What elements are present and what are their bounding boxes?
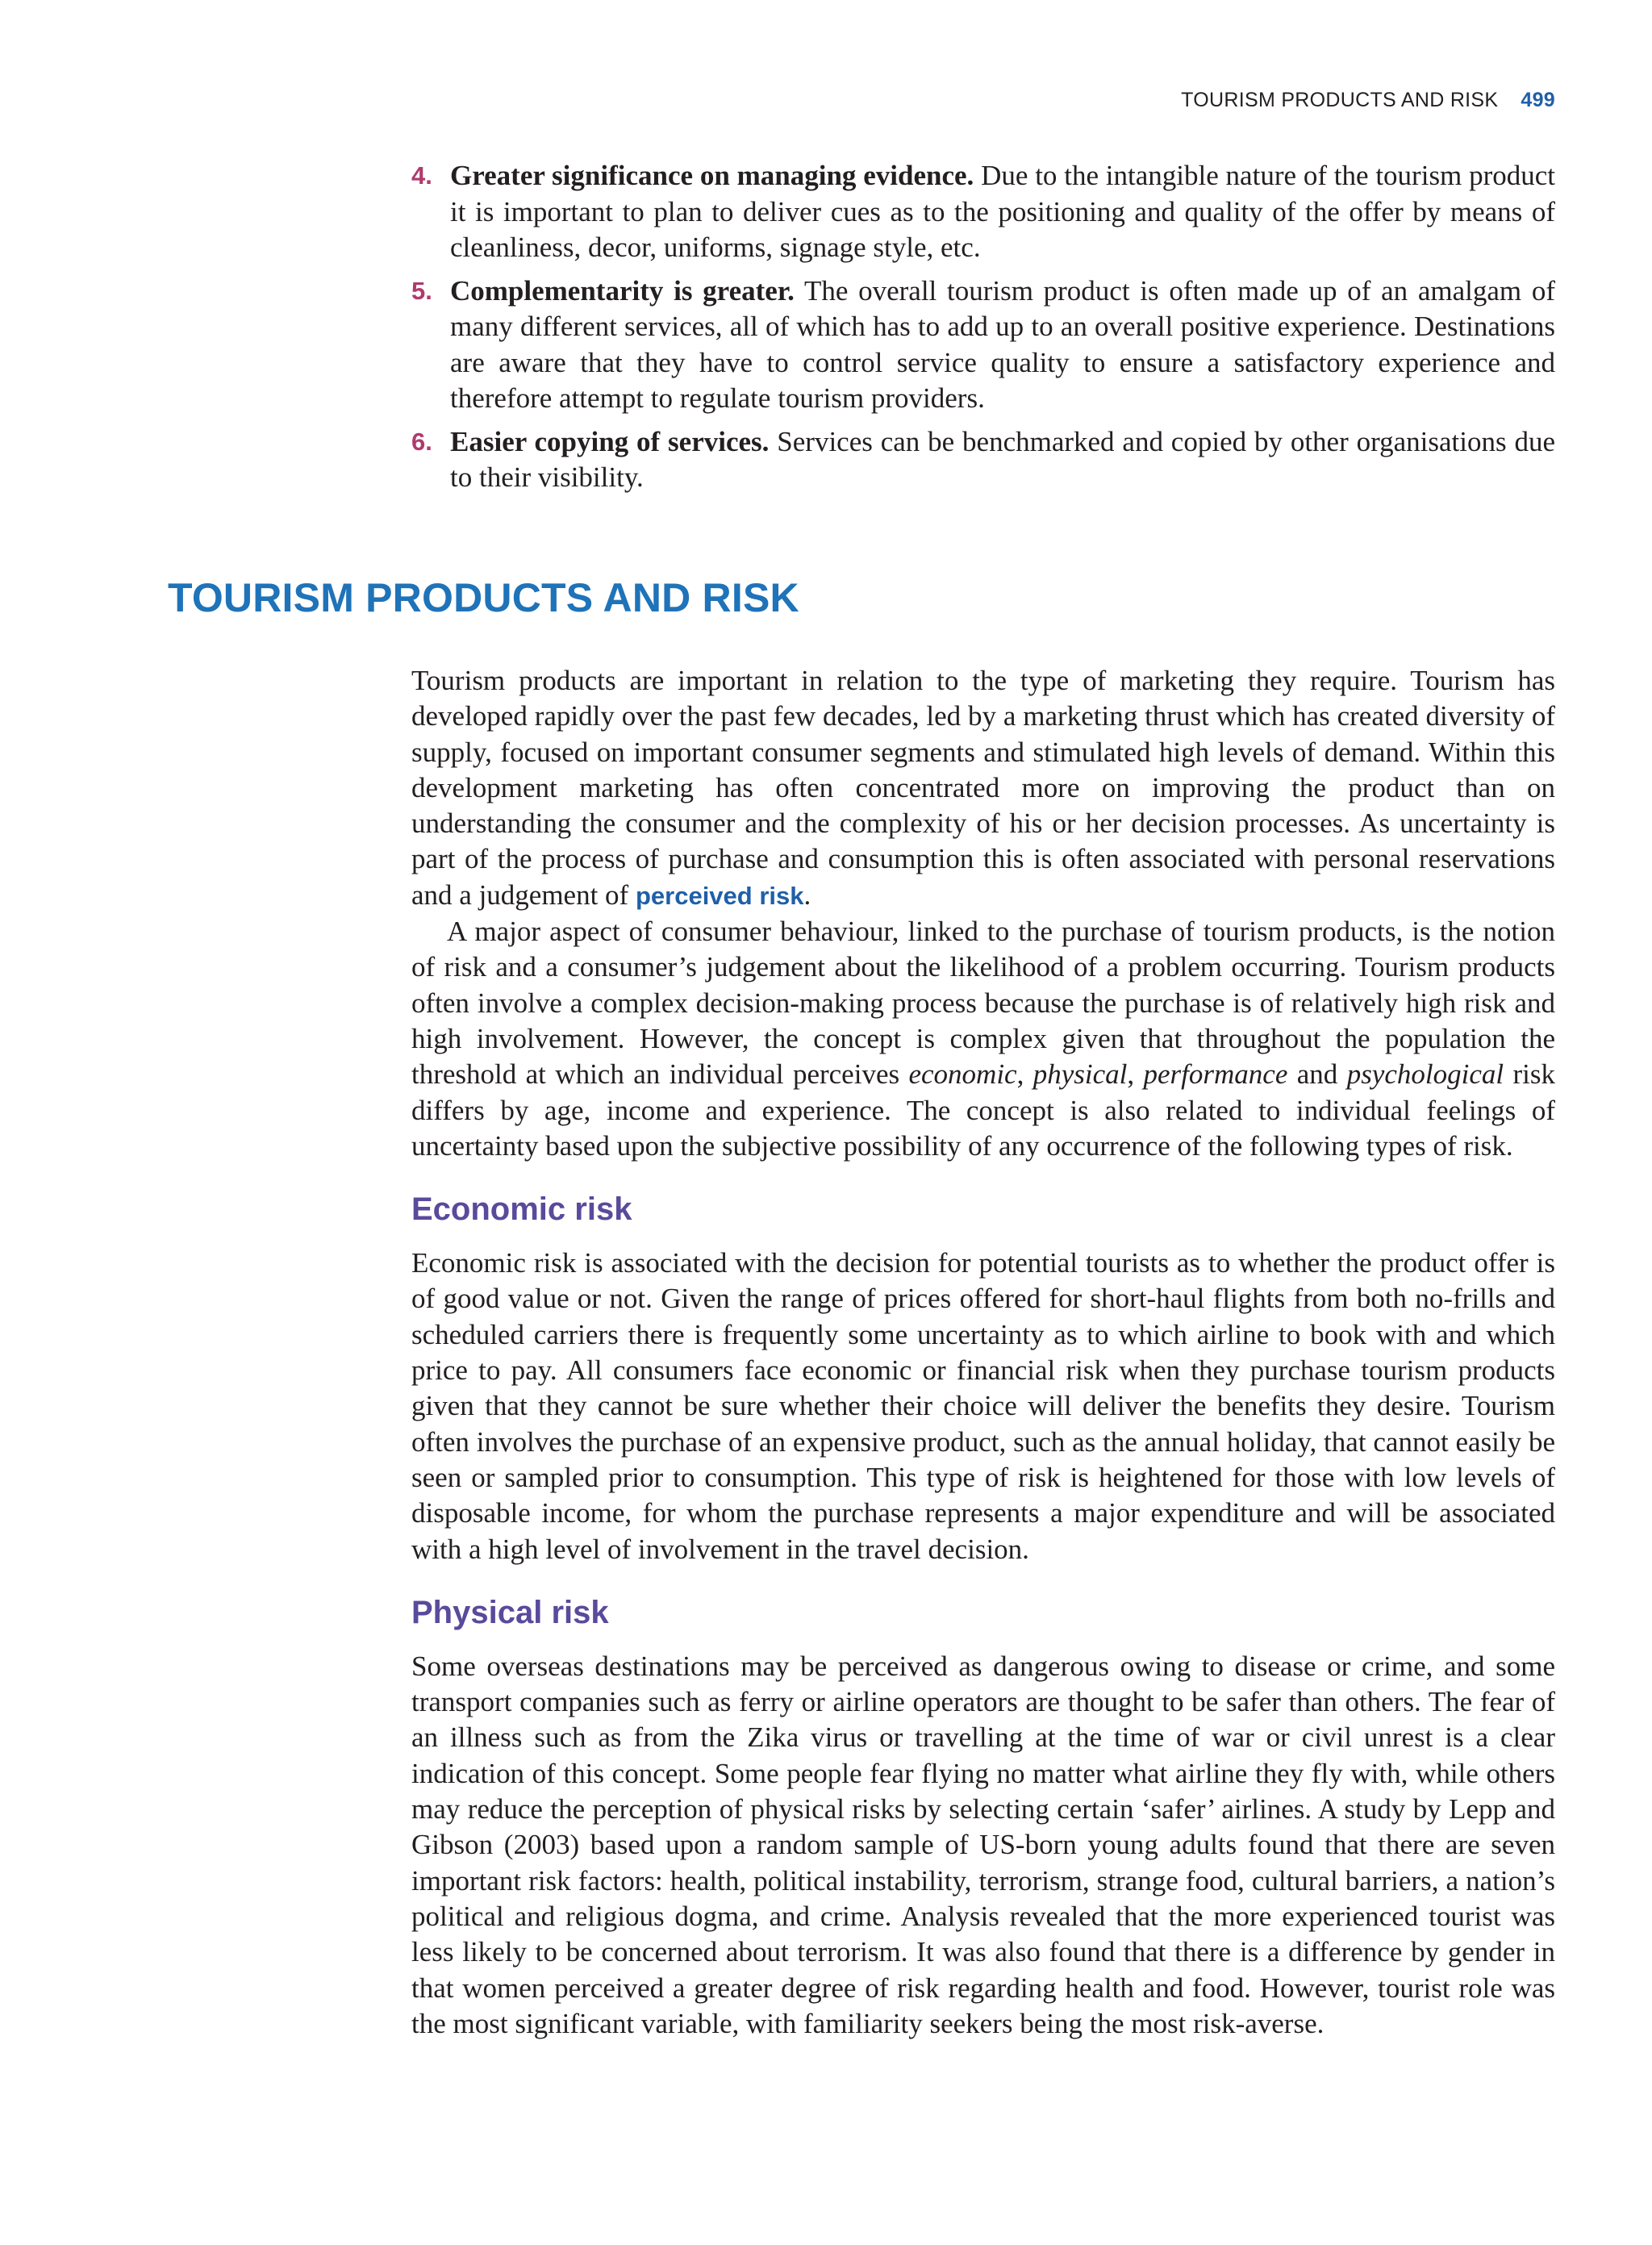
separator: , bbox=[1016, 1058, 1033, 1091]
section-heading: TOURISM PRODUCTS AND RISK bbox=[168, 575, 799, 620]
list-item-lead: Greater significance on managing evidence. bbox=[450, 160, 974, 191]
running-title: TOURISM PRODUCTS AND RISK bbox=[1181, 89, 1499, 111]
list-item bbox=[411, 424, 1555, 496]
physical-risk-paragraph: Some overseas destinations may be perceived as dangerous owing to disease or crime, and some transport companies such as ferry or airline operators are thought to be safer than others. The fear of an illness such as from the Zika virus or travelling at the time of war or civil unrest is a clear indication of this concept. Some people fear flying no matter what airline they fly with, while others may reduce the perception of physical risks by selecting certain ‘safer’ airlines. A study by Lepp and Gibson (2003) based upon a random sample of US-born young adults found that there are seven important risk factors: health, political instability, terrorism, strange food, cultural barriers, a nation’s political and religious dogma, and crime. Analysis revealed that the more experienced tourist was less likely to be concerned about terrorism. It was also found that there is a difference by gender in that women perceived a greater degree of risk regarding health and food. However, tourist role was the most significant variable, with familiarity seekers being the most risk-averse. bbox=[411, 1650, 1555, 2039]
key-term-link[interactable]: perceived risk bbox=[635, 881, 804, 910]
list-item-number: 4. bbox=[411, 161, 432, 190]
intro-paragraph-2-text: A major aspect of consumer behaviour, linked to the purchase of tourism products, is the notion of risk and a consumer’s judgement about the likelihood of a problem occurring. Tourism products often involve a complex decision-making process because the purchase is of relatively high risk and high involvement. However, the concept is complex given that throughout the population the threshold at which an individual perceives bbox=[411, 916, 1555, 1091]
list-item-text: The overall tourism product is often made up of an amalgam of many different services, all of which has to add up to an overall positive experience. Destinations are aware that they have to control service quality to ensure a satisfactory experience and therefore attempt to regulate tourism providers. bbox=[450, 274, 1555, 414]
intro-paragraph-1-end: . bbox=[803, 878, 811, 911]
physical-risk-heading: Physical risk bbox=[411, 1594, 609, 1630]
list-item-number: 5. bbox=[411, 276, 432, 305]
intro-paragraph-1-text: Tourism products are important in relation to the type of marketing they require. Tourism has developed rapidly over the past few decades, led by a marketing thrust which has created diversity of supply, focused on important consumer segments and stimulated high levels of demand. Within this development marketing has often concentrated more on improving the product than on understanding the consumer and the complexity of his or her decision processes. As uncertainty is part of the process of purchase and consumption this is often associated with personal reservations and a judgement of bbox=[411, 665, 1555, 911]
separator: and bbox=[1287, 1058, 1347, 1091]
list-item-lead: Complementarity is greater. bbox=[450, 274, 795, 307]
list-item bbox=[411, 158, 1555, 266]
term-performance: performance bbox=[1143, 1058, 1288, 1091]
numbered-list bbox=[411, 158, 1555, 503]
list-item bbox=[411, 273, 1555, 417]
economic-risk-paragraph: Economic risk is associated with the decision for potential tourists as to whether the product offer is of good value or not. Given the range of prices offered for short-haul flights from both no-frills and scheduled carriers there is frequently some uncertainty as to which airline to book with and which price to pay. All consumers face economic or financial risk when they purchase tourism products given that they cannot be sure whether their choice will deliver the benefits they desire. Tourism often involves the purchase of an expensive product, such as the annual holiday, that cannot easily be seen or sampled prior to consumption. This type of risk is heightened for those with low levels of disposable income, for whom the purchase represents a major expenditure and will be associated with a high level of involvement in the travel decision. bbox=[411, 1247, 1555, 1565]
list-item-number: 6. bbox=[411, 427, 432, 456]
intro-paragraph-2 bbox=[411, 914, 1555, 1164]
term-physical: physical bbox=[1032, 1058, 1128, 1091]
intro-paragraph-2-end: risk differs by age, income and experience. The concept is also related to individual feelings of uncertainty based upon the subjective possibility of any occurrence of the following types of risk. bbox=[411, 1058, 1555, 1162]
intro-paragraph-1 bbox=[411, 663, 1555, 914]
separator: , bbox=[1127, 1058, 1144, 1091]
page-number: 499 bbox=[1521, 89, 1555, 111]
term-economic: economic bbox=[908, 1058, 1017, 1091]
running-head bbox=[1181, 89, 1555, 112]
list-item-lead: Easier copying of services. bbox=[450, 425, 770, 457]
term-psychological: psychological bbox=[1346, 1058, 1504, 1091]
list-item-text: Due to the intangible nature of the tourism product it is important to plan to deliver cues as to the positioning and quality of the offer by means of cleanliness, decor, uniforms, signage style, etc. bbox=[450, 160, 1556, 263]
economic-risk-heading: Economic risk bbox=[411, 1191, 632, 1228]
list-item-text: Services can be benchmarked and copied by other organisations due to their visibility. bbox=[450, 425, 1556, 493]
section-body bbox=[411, 663, 1555, 2042]
